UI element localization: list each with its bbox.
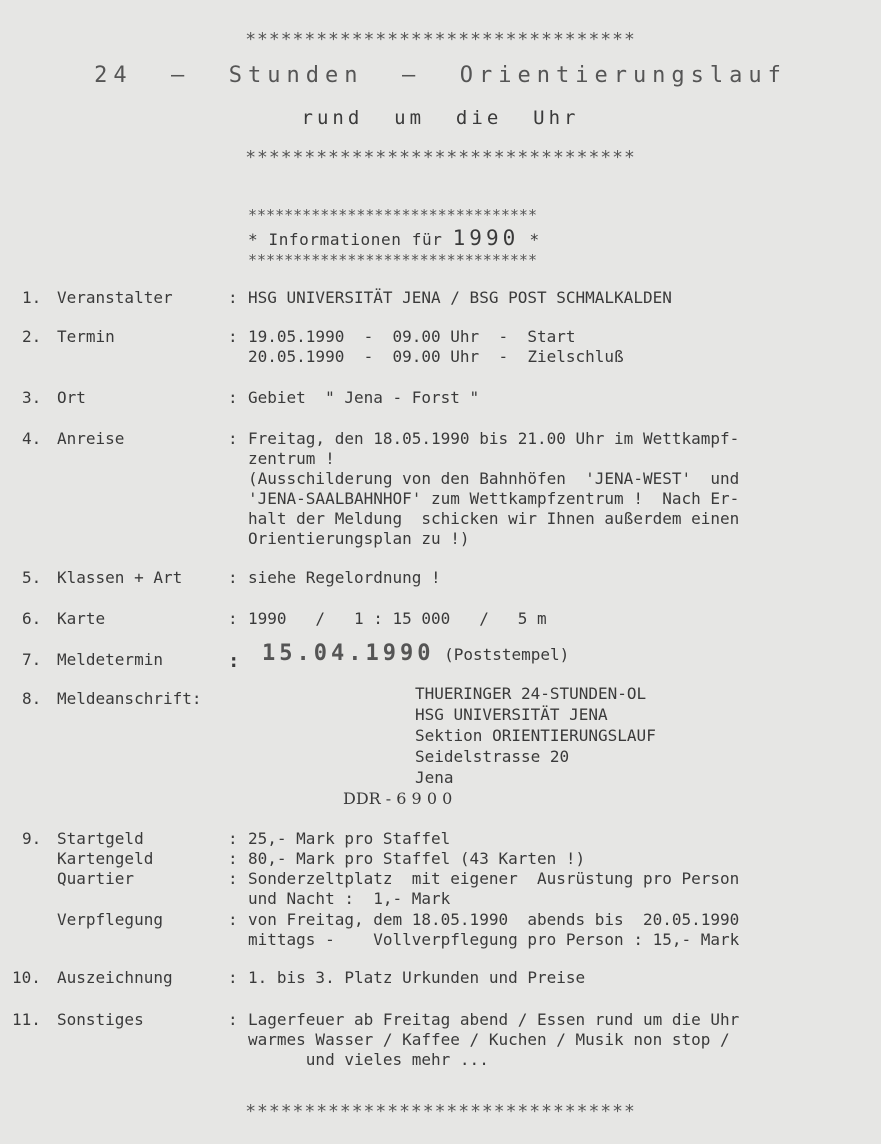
address-line: Sektion ORIENTIERUNGSLAUF	[415, 726, 656, 745]
item-colon: :	[228, 650, 240, 672]
item-value: (Ausschilderung von den Bahnhöfen 'JENA-WEST' und	[248, 469, 740, 488]
item-number: 3.	[22, 388, 42, 407]
item-value	[262, 641, 570, 666]
item-colon: :	[228, 849, 238, 868]
item-label: Auszeichnung	[57, 968, 173, 987]
item-value: 19.05.1990 - 09.00 Uhr - Start	[248, 327, 576, 346]
item-label: Ort	[57, 388, 86, 407]
item-colon: :	[228, 1010, 238, 1029]
fee-value: 80,- Mark pro Staffel (43 Karten !)	[248, 849, 586, 868]
address-line: Jena	[415, 768, 454, 787]
item-value: und vieles mehr ...	[248, 1050, 489, 1069]
item-number: 11.	[12, 1010, 41, 1029]
item-value: 'JENA-SAALBAHNHOF' zum Wettkampfzentrum ! Nach Er-	[248, 489, 740, 508]
item-value: Lagerfeuer ab Freitag abend / Essen rund um die Uhr	[248, 1010, 740, 1029]
page-subtitle: rund um die Uhr	[301, 107, 580, 129]
item-value: 1. bis 3. Platz Urkunden und Preise	[248, 968, 586, 987]
item-colon: :	[228, 288, 238, 307]
item-number: 8.	[22, 689, 42, 708]
item-colon: :	[228, 869, 238, 888]
item-value: zentrum !	[248, 449, 335, 468]
deadline-note: (Poststempel)	[434, 645, 570, 664]
address-line: HSG UNIVERSITÄT JENA	[415, 705, 608, 724]
fee-label: Verpflegung	[57, 910, 163, 929]
fee-label: Quartier	[57, 869, 135, 888]
item-number: 6.	[22, 609, 42, 628]
item-number: 2.	[22, 327, 42, 346]
item-value: HSG UNIVERSITÄT JENA / BSG POST SCHMALKALDEN	[248, 288, 672, 307]
item-number: 5.	[22, 568, 42, 587]
infobox-stars-top: ********************************	[248, 206, 537, 224]
item-number: 9.	[22, 829, 42, 848]
header-stars-bottom: *********************************	[245, 147, 636, 168]
footer-stars: *********************************	[245, 1101, 636, 1122]
item-value: 1990 / 1 : 15 000 / 5 m	[248, 609, 547, 628]
item-label: Karte	[57, 609, 106, 628]
infobox-label: * Informationen für	[248, 230, 453, 249]
item-value: Orientierungsplan zu !)	[248, 529, 470, 548]
address-line: THUERINGER 24-STUNDEN-OL	[415, 684, 647, 703]
fee-label: Kartengeld	[57, 849, 154, 868]
item-label: Meldeanschrift:	[57, 689, 202, 708]
item-colon: :	[228, 609, 238, 628]
item-colon: :	[228, 429, 238, 448]
item-label: Veranstalter	[57, 288, 173, 307]
fee-value: Sonderzeltplatz mit eigener Ausrüstung pro Person	[248, 869, 740, 888]
item-label: Anreise	[57, 429, 125, 448]
item-label: Sonstiges	[57, 1010, 144, 1029]
item-value: Freitag, den 18.05.1990 bis 21.00 Uhr im Wettkampf-	[248, 429, 740, 448]
infobox-stars-bottom: ********************************	[248, 251, 537, 269]
item-colon: :	[228, 829, 238, 848]
fee-value: von Freitag, dem 18.05.1990 abends bis 20.05.1990	[248, 910, 740, 929]
header-stars-top: *********************************	[245, 29, 636, 50]
page-title: 24 – Stunden – Orientierungslauf	[94, 63, 787, 88]
item-number: 1.	[22, 288, 42, 307]
item-colon: :	[228, 968, 238, 987]
infobox-text	[248, 228, 540, 250]
fee-value: mittags - Vollverpflegung pro Person : 15,- Mark	[248, 930, 740, 949]
fee-label: Startgeld	[57, 829, 144, 848]
fee-value: 25,- Mark pro Staffel	[248, 829, 451, 848]
item-colon: :	[228, 910, 238, 929]
item-number: 7.	[22, 650, 42, 669]
item-label: Klassen + Art	[57, 568, 183, 587]
item-value: siehe Regelordnung !	[248, 568, 441, 587]
item-colon: :	[228, 388, 238, 407]
address-country: DDR - 6 9 0 0	[343, 789, 453, 808]
item-number: 10.	[12, 968, 41, 987]
infobox-year: 1990	[452, 226, 520, 250]
infobox-end: *	[519, 230, 540, 249]
item-label: Meldetermin	[57, 650, 163, 669]
item-value: warmes Wasser / Kaffee / Kuchen / Musik non stop /	[248, 1030, 730, 1049]
item-colon: :	[228, 568, 238, 587]
item-value: 20.05.1990 - 09.00 Uhr - Zielschluß	[248, 347, 624, 366]
item-label: Termin	[57, 327, 115, 346]
deadline-date: 15.04.1990	[262, 641, 435, 666]
fee-value: und Nacht : 1,- Mark	[248, 889, 451, 908]
item-value: halt der Meldung schicken wir Ihnen außerdem einen	[248, 509, 740, 528]
item-number: 4.	[22, 429, 42, 448]
item-colon: :	[228, 327, 238, 346]
item-value: Gebiet " Jena - Forst "	[248, 388, 480, 407]
address-line: Seidelstrasse 20	[415, 747, 570, 766]
